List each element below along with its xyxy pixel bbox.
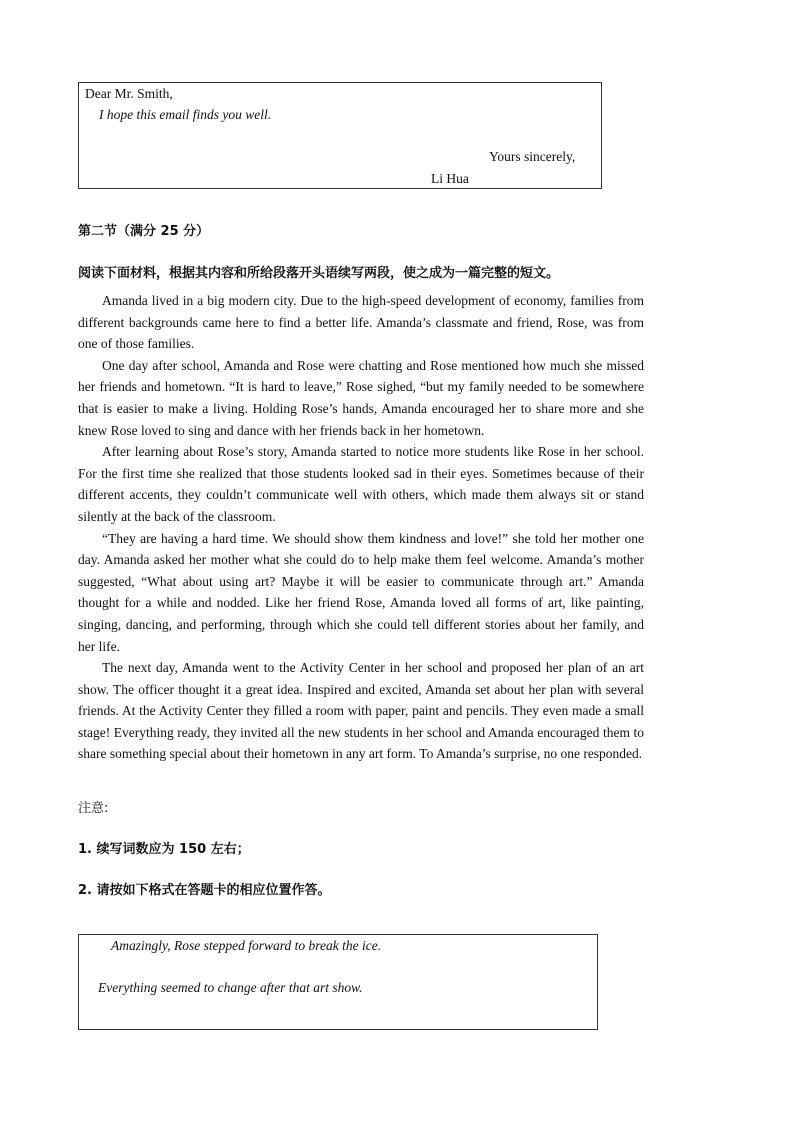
note-item-word-count: 1. 续写词数应为 150 左右； (78, 842, 250, 857)
letter-box (78, 82, 602, 189)
letter-signature: Li Hua (431, 171, 469, 186)
letter-opening: I hope this email finds you well. (99, 107, 272, 122)
passage-paragraph-4: “They are having a hard time. We should show them kindness and love!” she told her mother one day. Amanda asked her mother what she could do to help make them feel welcome. Amanda’s mother suggested, “What about using art? Maybe it will be easier to communicate through art.” Amanda thought for a while and nodded. Like her friend Rose, Amanda loved all forms of art, like painting, singing, dancing, and performing, through which she could tell different stories about her family, and her life. (78, 530, 644, 654)
passage-paragraph-5: The next day, Amanda went to the Activity Center in her school and proposed her plan of an art show. The officer thought it a great idea. Inspired and excited, Amanda set about her plan with several friends. At the Activity Center they filled a room with paper, paint and pencils. They even made a small stage! Everything ready, they invited all the new students in her school and Amanda encouraged them to share something special about their hometown in any art form. To Amanda’s surprise, no one responded. (78, 660, 644, 762)
passage-paragraph-3: After learning about Rose’s story, Amanda started to notice more students like Rose in her school. For the first time she realized that those students looked sad in their eyes. Sometimes because of their different accents, they couldn’t communicate well with others, which made them always sit or stand silently at the back of the classroom. (78, 444, 644, 524)
section-title: 第二节（满分 25 分） (78, 224, 210, 239)
passage-paragraph-2: One day after school, Amanda and Rose were chatting and Rose mentioned how much she missed her friends and hometown. “It is hard to leave,” Rose sighed, “but my family needed to be somewhere that is easier to make a living. Holding Rose’s hands, Amanda encouraged her to share more and she knew Rose loved to sing and dance with her friends back in her hometown. (78, 357, 644, 438)
continuation-box (78, 934, 598, 1030)
continuation-start-1: Amazingly, Rose stepped forward to break the ice. (111, 938, 382, 953)
passage-paragraph-1: Amanda lived in a big modern city. Due to the high-speed development of economy, families from different backgrounds came here to find a better life. Amanda’s classmate and friend, Rose, was from one of those families. (78, 293, 644, 352)
note-item-format: 2. 请按如下格式在答题卡的相应位置作答。 (78, 883, 331, 898)
notes-title: 注意: (78, 801, 109, 816)
continuation-start-2: Everything seemed to change after that art show. (98, 980, 363, 995)
letter-closing: Yours sincerely, (489, 149, 576, 164)
letter-salutation: Dear Mr. Smith, (85, 86, 173, 101)
section-instruction: 阅读下面材料，根据其内容和所给段落开头语续写两段，使之成为一篇完整的短文。 (78, 266, 560, 281)
reading-passage (78, 290, 644, 765)
